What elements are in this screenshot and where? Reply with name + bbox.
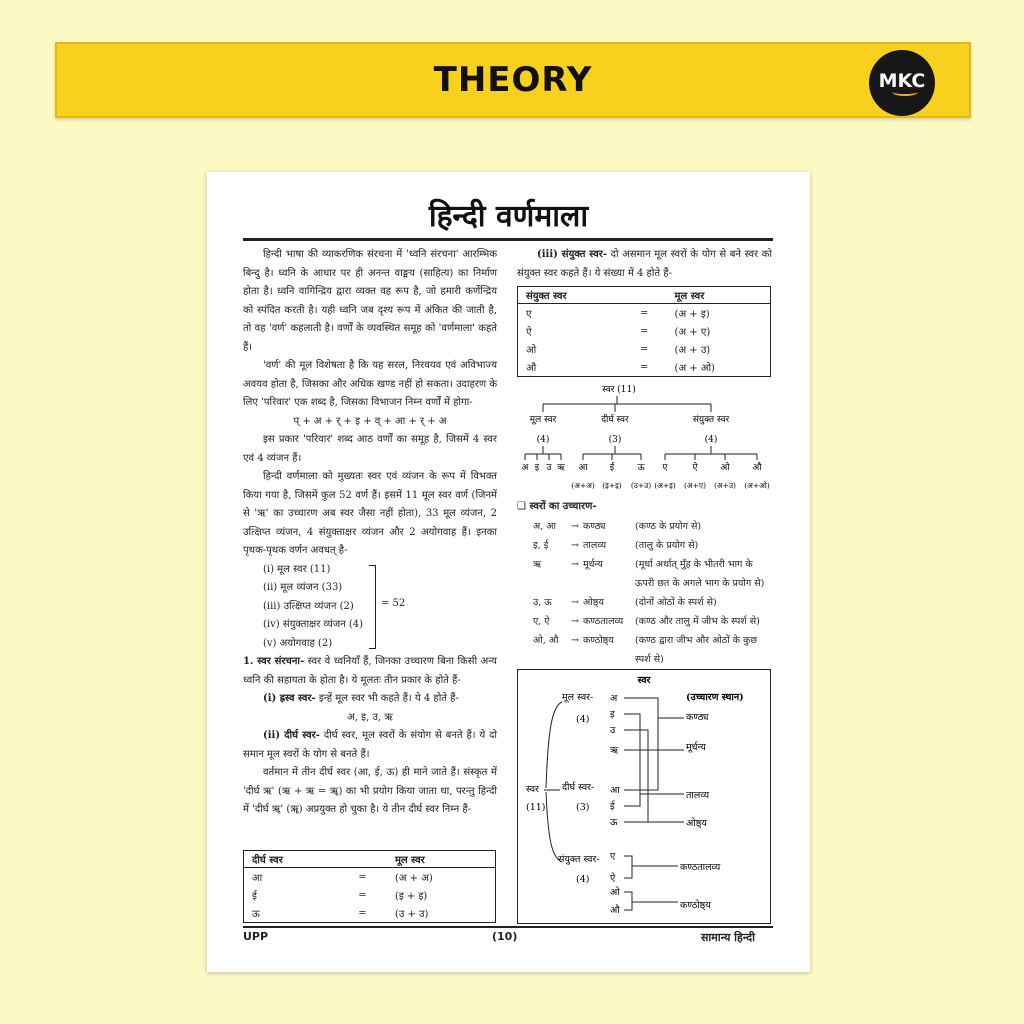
uccharan-row: ए, ऐ → कण्ठतालव्य (कण्ठ और तालु में जीभ के स्पर्श से): [533, 616, 760, 627]
title-rule: [243, 238, 773, 241]
sanyukt-text: दो असमान मूल स्वरों के योग से बने स्वर को संयुक्त स्वर कहते हैं। ये संख्या में 4 होते हैं-: [517, 249, 773, 279]
svar-sanrachna-heading: 1. स्वर संरचना-: [243, 656, 305, 667]
box-letter: ऊ: [610, 817, 618, 828]
box-root-count: (11): [526, 802, 546, 813]
footer-right: सामान्य हिन्दी: [701, 931, 755, 944]
list-item: (v) अयोगवाह (2): [263, 637, 333, 649]
tree-leaf-sub: (इ+इ): [602, 481, 622, 490]
table-header: संयुक्त स्वर: [518, 287, 622, 304]
document-page: [207, 172, 810, 972]
svar-sanrachna-text: स्वर वे ध्वनियाँ हैं, जिनका उच्चारण बिना किसी अन्य ध्वनि की सहायता के होता है। ये मूलतः तीन प्रकार के होते हैं-: [243, 656, 497, 686]
box-letter: अ: [610, 693, 618, 704]
dirgha-paragraph: वर्तमान में तीन दीर्घ स्वर (आ, ई, ऊ) ही माने जाते हैं। संस्कृत में 'दीर्घ ऋ' (ऋ + ऋ = ॠ) का भी प्रयोग किया जाता था, परन्तु हिन्दी में 'दीर्घ ॠ' (ॠ) अप्रयुक्त हो चुका है। ये तीन दीर्घ स्वर निम्न हैं-: [243, 767, 497, 815]
box-group: मूल स्वर-: [562, 692, 594, 703]
box-place: कण्ठतालव्य: [680, 862, 721, 873]
table-header: दीर्घ स्वर: [244, 851, 338, 868]
tree-leaf: ए: [662, 463, 668, 473]
box-letter: औ: [610, 905, 620, 916]
footer-rule: [243, 926, 773, 928]
varnamala-paragraph: हिन्दी वर्णमाला को मुख्यतः स्वर एवं व्यंजन के रूप में विभक्त किया गया है, जिसमें कुल 52 वर्ण हैं। इसमें 11 मूल स्वर वर्ण (जिनमें से 'ऋ' का उच्चारण अब स्वर जैसा नहीं होता), 33 मूल व्यंजन, 2 उत्क्षिप्त व्यंजन, 4 संयुक्ताक्षर व्यंजन और 2 अयोगवाह हैं। इनका पृथक-पृथक वर्णन अवधत् है-: [243, 471, 497, 556]
table-row: ए = (अ + इ): [526, 307, 710, 320]
tree-leaf-sub: (अ+ओ): [744, 481, 770, 490]
tree-count: (3): [608, 435, 622, 445]
svar-tree: [507, 382, 777, 502]
uccharan-heading: ❑ स्वरों का उच्चारण-: [517, 501, 597, 512]
tree-root: स्वर (11): [602, 385, 636, 395]
dirgha-heading: (ii) दीर्घ स्वर-: [263, 730, 320, 741]
sanyukt-heading: (iii) संयुक्त स्वर-: [537, 249, 608, 260]
table-header: मूल स्वर: [667, 287, 770, 304]
uccharan-row: इ, ई → तालव्य (तालु के प्रयोग से): [533, 540, 699, 551]
tree-leaf-sub: (अ+अ): [571, 481, 595, 490]
box-group-count: (4): [576, 874, 590, 885]
tree-leaf: ऋ: [557, 463, 565, 473]
tree-leaf: ऐ: [692, 463, 698, 473]
box-group: संयुक्त स्वर-: [558, 854, 600, 865]
page-number: (10): [492, 930, 518, 943]
box-group: दीर्घ स्वर-: [562, 782, 595, 793]
box-place: कण्ठोष्ठ्य: [680, 900, 711, 911]
list-item: (ii) मूल व्यंजन (33): [263, 582, 343, 593]
svar-tree-svg: [507, 382, 777, 502]
tree-leaf: उ: [546, 463, 552, 473]
box-letter: उ: [610, 725, 616, 736]
tree-leaf-sub: (अ+ए): [683, 481, 707, 490]
tree-leaf: औ: [752, 463, 762, 473]
tree-leaf-sub: (अ+इ): [654, 481, 676, 490]
svar-box-diagram: [517, 669, 771, 924]
uccharan-row: ऋ → मूर्धन्य (मूर्धा अर्थात् मुँह के भीतरी भाग के ऊपरी छत के अगले भाग के प्रयोग से): [533, 559, 765, 589]
list-total: = 52: [381, 597, 406, 609]
theory-banner: [55, 42, 971, 118]
tree-branch: संयुक्त स्वर: [692, 415, 730, 425]
uccharan-list: [533, 517, 773, 669]
box-root: स्वर: [526, 784, 539, 795]
tree-leaf-sub: (अ+उ): [714, 481, 736, 490]
box-group-count: (4): [576, 714, 590, 725]
box-letter: इ: [610, 709, 615, 720]
box-letter: ऐ: [610, 873, 616, 884]
right-column: [517, 246, 772, 283]
box-place: मूर्धन्य: [686, 742, 706, 753]
hrasva-text: इन्हें मूल स्वर भी कहते हैं। ये 4 होते हैं-: [318, 693, 459, 704]
varn-paragraph: 'वर्ण' की मूल विशेषता है कि यह सरल, निरवयव एवं अविभाज्य अवयव होता है, जिसका और अधिक खण्ड नहीं हो सकता। उदाहरण के लिए 'परिवार' एक शब्द है, जिसका विभाजन निम्न वर्णों में होगा-: [243, 360, 497, 408]
hrasva-list: अ, इ, उ, ऋ: [347, 711, 393, 723]
hrasva-heading: (i) ह्रस्व स्वर-: [263, 693, 316, 704]
list-item: (iii) उत्क्षिप्त व्यंजन (2): [263, 600, 354, 612]
table-row: ई = (इ + इ): [252, 889, 428, 902]
box-letter: ओ: [610, 887, 620, 898]
parivar-formula: प् + अ + र् + इ + व् + आ + र् + अ: [293, 415, 447, 427]
tree-leaf: ई: [609, 463, 615, 473]
box-place: ओष्ठ्य: [686, 818, 707, 829]
box-letter: आ: [610, 785, 620, 796]
tree-count: (4): [704, 435, 718, 445]
page-title: हिन्दी वर्णमाला: [428, 199, 589, 234]
box-title: स्वर: [637, 675, 651, 686]
tree-leaf: ओ: [720, 463, 730, 473]
varn-list: [243, 561, 497, 654]
table-row: औ = (अ + ओ): [526, 361, 715, 374]
tree-branch: दीर्घ स्वर: [601, 415, 629, 425]
mkc-logo: MKC: [869, 50, 935, 116]
box-place-heading: (उच्चारण स्थान): [686, 692, 744, 703]
list-item: (i) मूल स्वर (11): [263, 563, 331, 575]
sanyukt-table: [517, 286, 771, 377]
box-letter: ई: [610, 801, 615, 812]
uccharan-row: अ, आ → कण्ठ्य (कण्ठ के प्रयोग से): [533, 521, 702, 532]
dirgha-table: [243, 850, 496, 923]
box-letter: ऋ: [610, 745, 619, 756]
box-place: कण्ठ्य: [686, 712, 709, 723]
banner-title: THEORY: [433, 60, 593, 100]
tree-leaf: इ: [534, 463, 540, 473]
table-row: ओ = (अ + उ): [526, 343, 711, 356]
dirgha-text: दीर्घ स्वर, मूल स्वरों के संयोग से बनते हैं। ये दो समान मूल स्वरों के योग से बनते हैं।: [243, 730, 498, 760]
uccharan-row: ओ, औ → कण्ठोष्ठ्य (कण्ठ द्वारा जीभ और ओठों के कुछ स्पर्श से): [533, 635, 758, 665]
footer-left: UPP: [243, 930, 269, 943]
box-group-count: (3): [576, 802, 590, 813]
tree-leaf: आ: [578, 463, 588, 473]
box-place: तालव्य: [686, 790, 710, 801]
table-row: ऊ = (उ + उ): [252, 907, 429, 920]
svar-box-svg: [518, 670, 770, 923]
table-header: मूल स्वर: [387, 851, 495, 868]
intro-paragraph: हिन्दी भाषा की व्याकरणिक संरचना में 'ध्वनि संरचना' आरम्भिक बिन्दु है। ध्वनि के आधार पर ही अनन्त वाङ्मय (साहित्य) का निर्माण होता है। ध्वनि वागिन्द्रिय द्वारा व्यक्त वह रूप है, जो हमारी कर्णेन्द्रिय को स्पंदित करती है। यही ध्वनि जब दृश्य रूप में अंकित की जाती है, तो वह 'वर्ण' कहलाती है। वर्णों के व्यवस्थित समूह को 'वर्णमाला' कहते हैं।: [243, 249, 497, 353]
left-column: [243, 246, 497, 820]
tree-count: (4): [536, 435, 550, 445]
list-bracket: [369, 565, 376, 649]
box-letter: ए: [610, 851, 616, 862]
table-row: आ = (अ + अ): [252, 871, 433, 884]
tree-leaf: ऊ: [637, 463, 645, 473]
uccharan-row: उ, ऊ → ओष्ठ्य (दोनों ओठों के स्पर्श से): [533, 597, 717, 608]
tree-leaf-sub: (उ+उ): [630, 481, 652, 490]
list-item: (iv) संयुक्ताक्षर व्यंजन (4): [263, 619, 364, 630]
tree-branch: मूल स्वर: [529, 415, 557, 425]
logo-swoosh-icon: [892, 88, 918, 96]
tree-leaf: अ: [521, 463, 529, 473]
table-row: ऐ = (अ + ए): [526, 325, 711, 338]
parivar-paragraph: इस प्रकार 'परिवार' शब्द आठ वर्णों का समूह है, जिसमें 4 स्वर एवं 4 व्यंजन हैं।: [243, 434, 497, 464]
